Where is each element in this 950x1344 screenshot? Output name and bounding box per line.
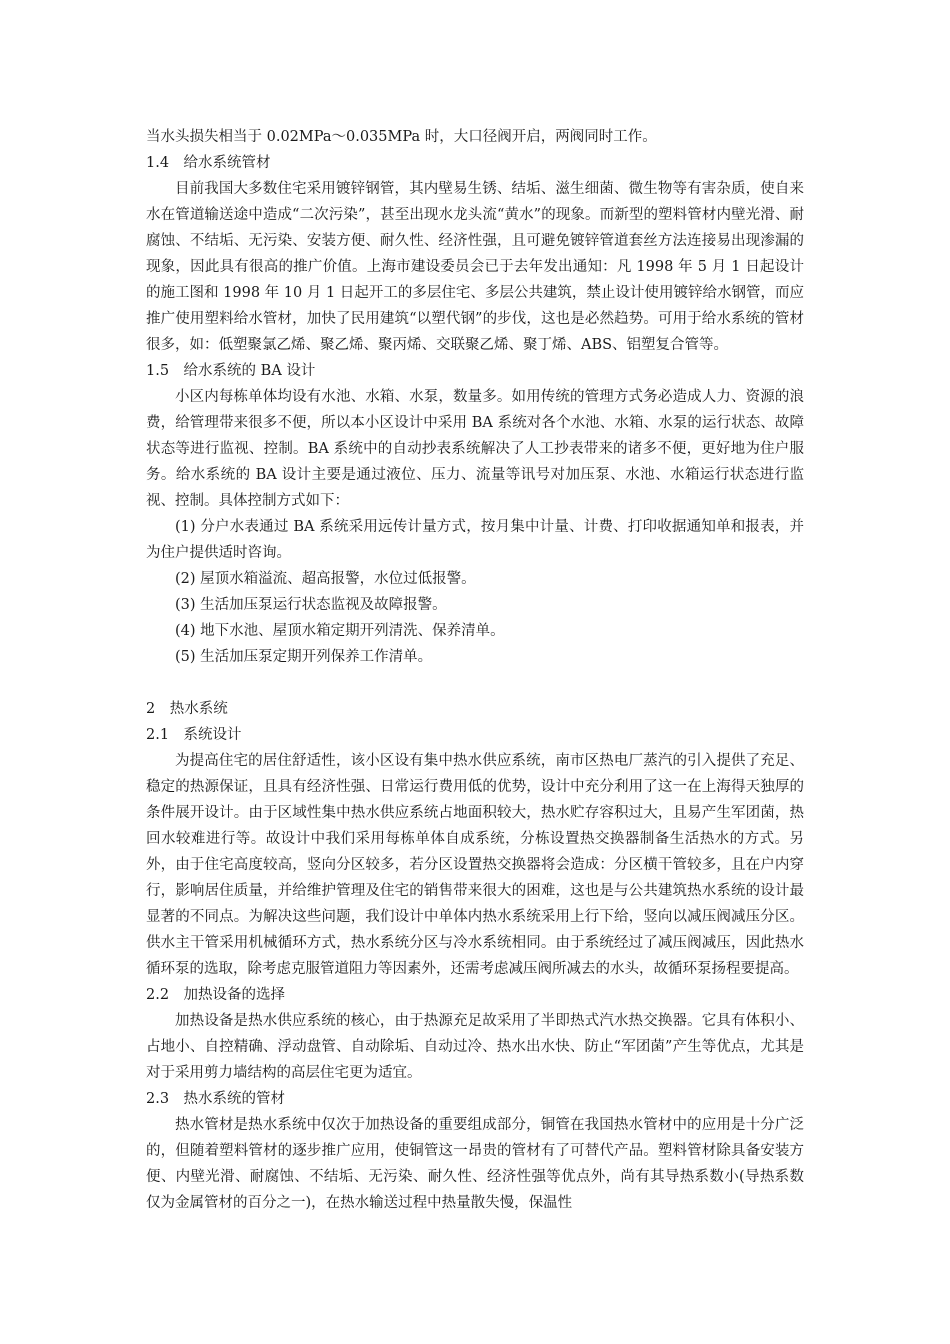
section-heading-2-3: 2.3 热水系统的管材 [146,1091,286,1107]
list-item: (2) 屋顶水箱溢流、超高报警，水位过低报警。 [175,571,476,587]
paragraph-1-5: 小区内每栋单体均设有水池、水箱、水泵，数量多。如用传统的管理方式务必造成人力、资源的浪费，给管理带来很多不便，所以本小区设计中采用 BA 系统对各个水池、水箱、水泵的运行状态、故障状态等进行监视、控制。BA 系统中的自动抄表系统解决了人工抄表带来的诸多不便，更好地为住户服务。给水系统的 BA 设计主要是通过液位、压力、流量等讯号对加压泵、水池、水箱运行状态进行监视、控制。具体控制方式如下： [146,389,804,509]
section-heading-1-5: 1.5 给水系统的 BA 设计 [146,363,316,379]
list-item: (1) 分户水表通过 BA 系统采用远传计量方式，按月集中计量、计费、打印收据通知单和报表，并为住户提供适时咨询。 [146,519,804,561]
section-heading-2-2: 2.2 加热设备的选择 [146,987,286,1003]
paragraph-2-3: 热水管材是热水系统中仅次于加热设备的重要组成部分，铜管在我国热水管材中的应用是十分广泛的，但随着塑料管材的逐步推广应用，使铜管这一昂贵的管材有了可替代产品。塑料管材除具备安装方便、内壁光滑、耐腐蚀、不结垢、无污染、耐久性、经济性强等优点外，尚有其导热系数小(导热系数仅为金属管材的百分之一)，在热水输送过程中热量散失慢，保温性 [146,1117,804,1211]
section-heading-2-1: 2.1 系统设计 [146,727,242,743]
list-item: (3) 生活加压泵运行状态监视及故障报警。 [175,597,447,613]
list-item: (4) 地下水池、屋顶水箱定期开列清洗、保养清单。 [175,623,505,639]
chapter-heading-2: 2 热水系统 [146,701,228,717]
paragraph-2-1: 为提高住宅的居住舒适性，该小区设有集中热水供应系统，南市区热电厂蒸汽的引入提供了充足、稳定的热源保证，且具有经济性强、日常运行费用低的优势，设计中充分利用了这一在上海得天独厚的条件展开设计。由于区域性集中热水供应系统占地面积较大，热水贮存容积过大，且易产生军团菌，热回水较难进行等。故设计中我们采用每栋单体自成系统，分栋设置热交换器制备生活热水的方式。另外，由于住宅高度较高，竖向分区较多，若分区设置热交换器将会造成：分区横干管较多，且在户内穿行，影响居住质量，并给维护管理及住宅的销售带来很大的困难，这也是与公共建筑热水系统的设计最显著的不同点。为解决这些问题，我们设计中单体内热水系统采用上行下给，竖向以减压阀减压分区。供水主干管采用机械循环方式，热水系统分区与冷水系统相同。由于系统经过了减压阀减压，因此热水循环泵的选取，除考虑克服管道阻力等因素外，还需考虑减压阀所减去的水头，故循环泵扬程要提高。 [146,753,804,977]
list-item: (5) 生活加压泵定期开列保养工作清单。 [175,649,433,665]
section-heading-1-4: 1.4 给水系统管材 [146,155,271,171]
document-page [146,124,804,1216]
paragraph-2-2: 加热设备是热水供应系统的核心，由于热源充足故采用了半即热式汽水热交换器。它具有体积小、占地小、自控精确、浮动盘管、自动除垢、自动过冷、热水出水快、防止“军团菌”产生等优点，尤其是对于采用剪力墙结构的高层住宅更为适宜。 [146,1013,804,1081]
paragraph-1-4: 目前我国大多数住宅采用镀锌钢管，其内壁易生锈、结垢、滋生细菌、微生物等有害杂质，使自来水在管道输送途中造成“二次污染”，甚至出现水龙头流“黄水”的现象。而新型的塑料管材内壁光滑、耐腐蚀、不结垢、无污染、安装方便、耐久性、经济性强，且可避免镀锌管道套丝方法连接易出现渗漏的现象，因此具有很高的推广价值。上海市建设委员会已于去年发出通知：凡 1998 年 5 月 1 日起设计的施工图和 1998 年 10 月 1 日起开工的多层住宅、多层公共建筑，禁止设计使用镀锌给水钢管，而应推广使用塑料给水管材，加快了民用建筑“以塑代钢”的步伐，这也是必然趋势。可用于给水系统的管材很多，如：低塑聚氯乙烯、聚乙烯、聚丙烯、交联聚乙烯、聚丁烯、ABS、铝塑复合管等。 [146,181,804,353]
paragraph-intro: 当水头损失相当于 0.02MPa～0.035MPa 时，大口径阀开启，两阀同时工作。 [146,129,657,145]
blank-line [146,670,804,696]
